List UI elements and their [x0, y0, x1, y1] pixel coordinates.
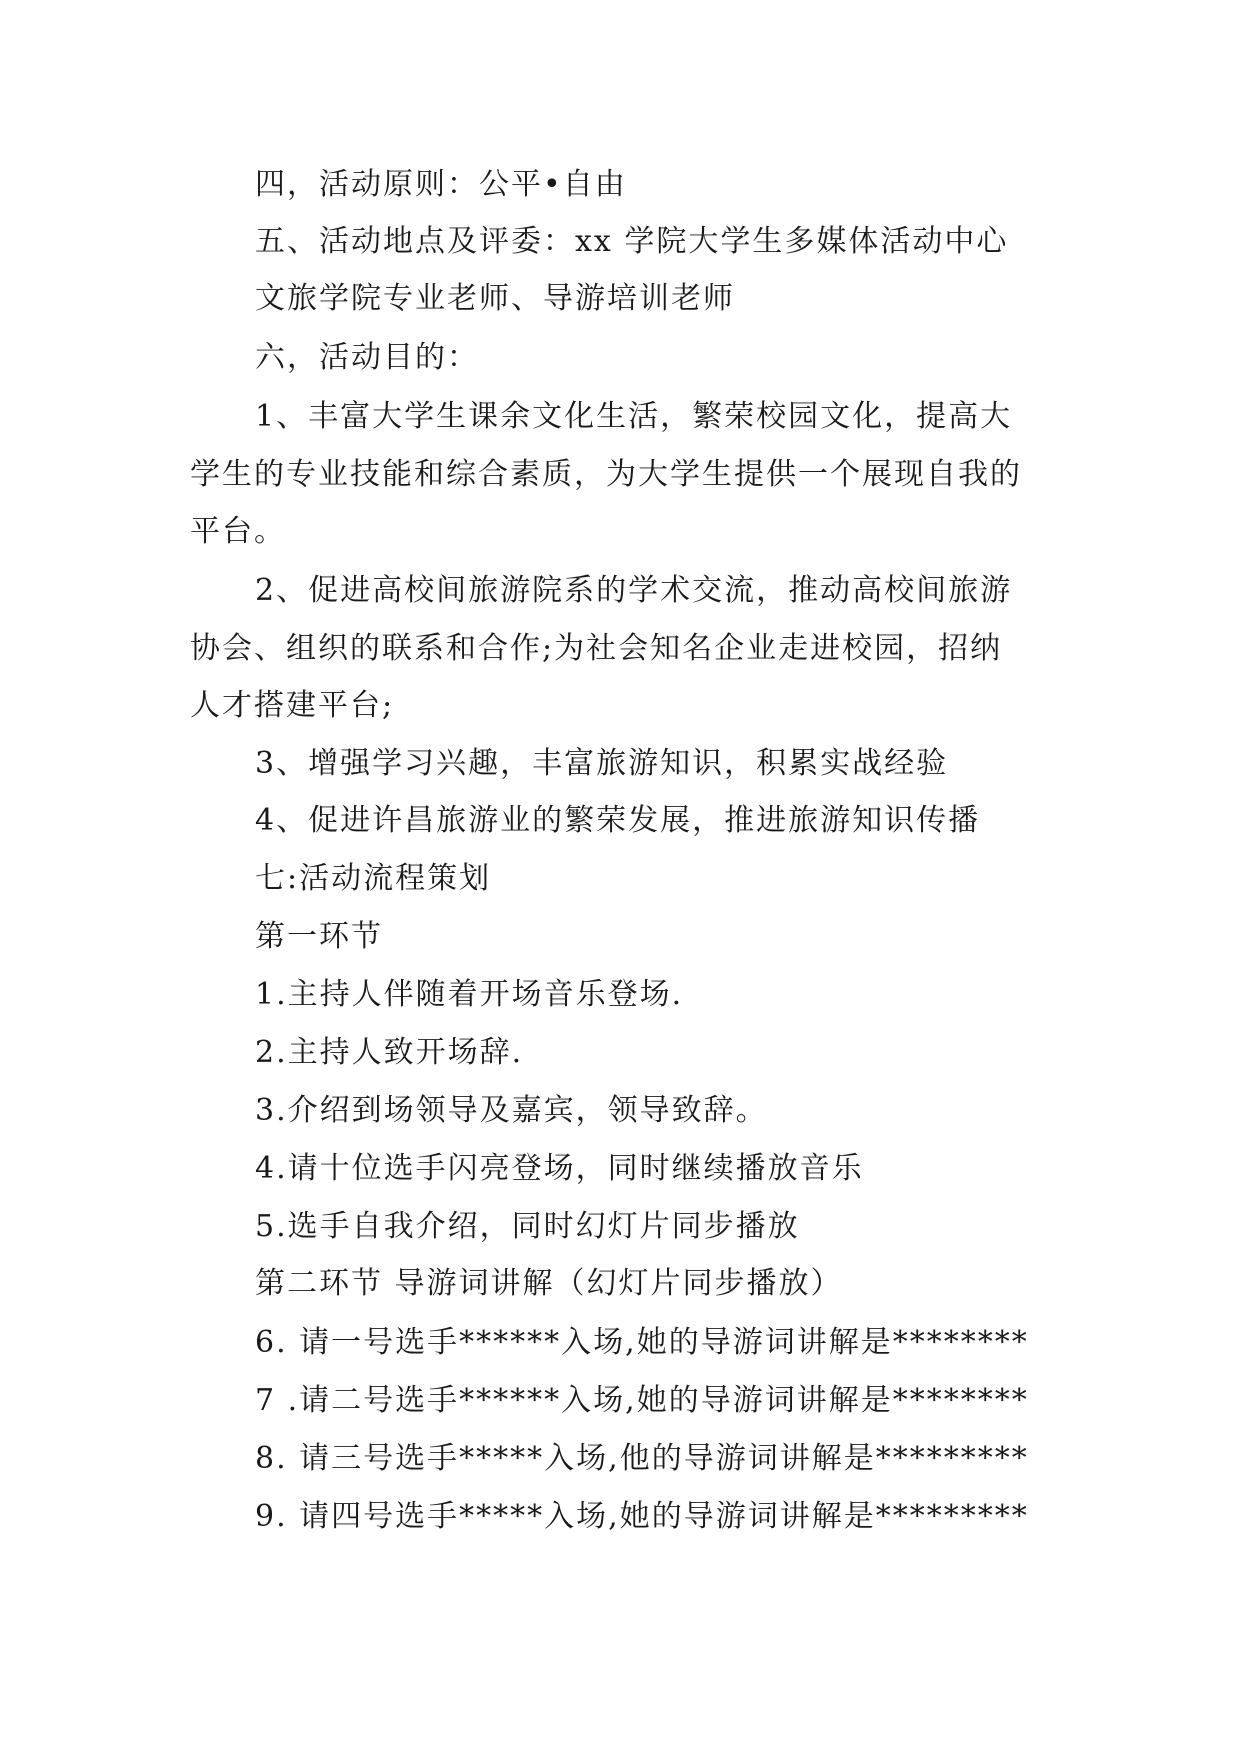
text-line: 1、丰富大学生课余文化生活，繁荣校园文化，提高大 — [255, 399, 1013, 434]
text-line: 4.请十位选手闪亮登场，同时继续播放音乐 — [255, 1151, 864, 1186]
text-line: 第二环节 导游词讲解（幻灯片同步播放） — [255, 1266, 843, 1301]
text-line: 2.主持人致开场辞. — [255, 1035, 524, 1070]
text-line: 学生的专业技能和综合素质，为大学生提供一个展现自我的 — [190, 457, 1022, 492]
text-line: 七:活动流程策划 — [255, 861, 492, 896]
text-line: 9. 请四号选手*****入场,她的导游词讲解是********* — [255, 1499, 1029, 1534]
text-line: 4、促进许昌旅游业的繁荣发展，推进旅游知识传播 — [255, 803, 981, 838]
text-line: 六，活动目的： — [255, 340, 479, 375]
text-line: 协会、组织的联系和合作;为社会知名企业走进校园，招纳 — [190, 631, 1003, 666]
text-line: 3、增强学习兴趣，丰富旅游知识，积累实战经验 — [255, 746, 949, 781]
text-line: 1.主持人伴随着开场音乐登场. — [255, 977, 684, 1012]
text-line: 五、活动地点及评委：xx 学院大学生多媒体活动中心 — [255, 224, 1009, 259]
text-line: 文旅学院专业老师、导游培训老师 — [255, 281, 735, 316]
text-line: 3.介绍到场领导及嘉宾，领导致辞。 — [255, 1093, 768, 1128]
text-line: 第一环节 — [255, 919, 383, 954]
text-line: 7 .请二号选手******入场,她的导游词讲解是******** — [255, 1383, 1029, 1418]
text-line: 人才搭建平台; — [190, 688, 395, 723]
text-line: 6. 请一号选手******入场,她的导游词讲解是******** — [255, 1325, 1029, 1360]
text-line: 平台。 — [190, 514, 286, 549]
text-line: 四，活动原则：公平•自由 — [255, 167, 627, 202]
text-line: 2、促进高校间旅游院系的学术交流，推动高校间旅游 — [255, 573, 1013, 608]
text-line: 8. 请三号选手*****入场,他的导游词讲解是********* — [255, 1441, 1029, 1476]
text-line: 5.选手自我介绍，同时幻灯片同步播放 — [255, 1209, 800, 1244]
